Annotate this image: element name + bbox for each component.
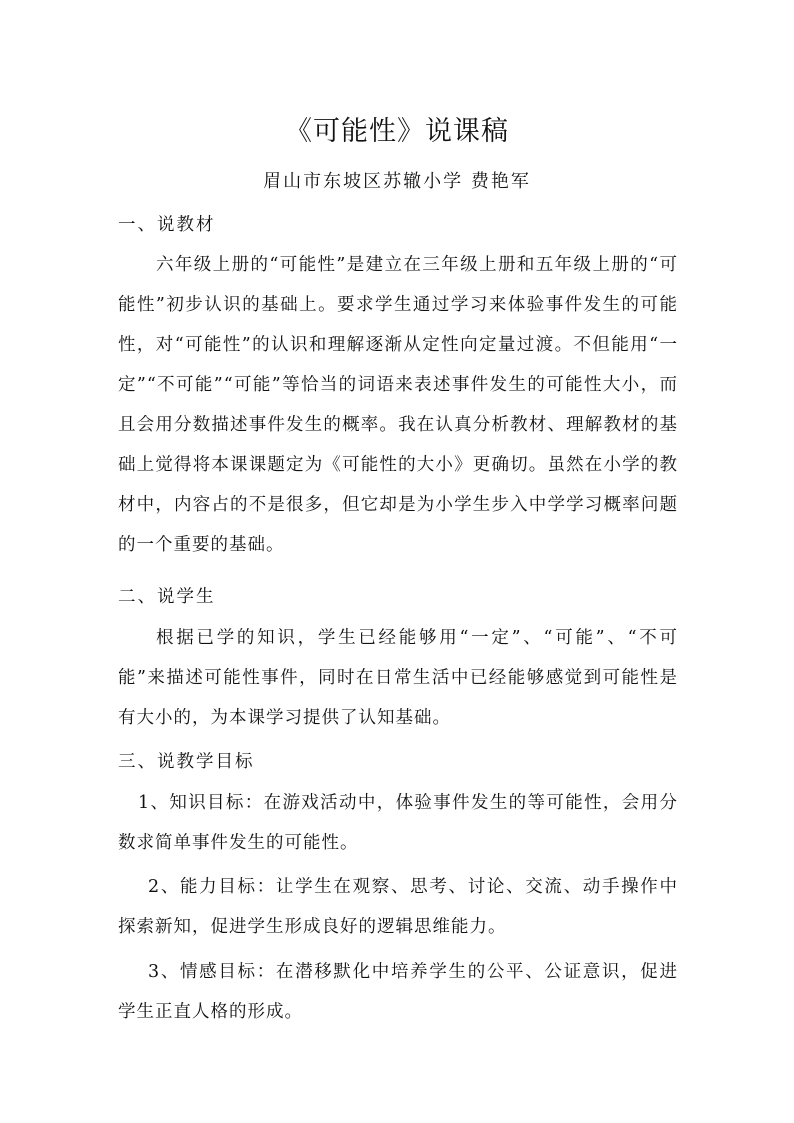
document-title: 《可能性》说课稿 — [285, 116, 509, 147]
section-paragraph-teaching-material: 六年级上册的“可能性”是建立在三年级上册和五年级上册的“可能性”初步认识的基础上。要求学生通过学习来体验事件发生的可能性，对“可能性”的认识和理解逐渐从定性向定量过渡。不但能用“一定”“不可能”“可能”等恰当的词语来表述事件发生的可能性大小，而且会用分数描述事件发生的概率。我在认真分析教材、理解教材的基础上觉得将本课课题定为《可能性的大小》更确切。虽然在小学的教材中，内容占的不是很多，但它却是为小学生步入中学学习概率问题的一个重要的基础。 — [118, 255, 678, 555]
goal-item-ability: 2、能力目标：让学生在观察、思考、讨论、交流、动手操作中探索新知，促进学生形成良好的逻辑思维能力。 — [118, 877, 678, 937]
section-heading-teaching-goals: 三、说教学目标 — [118, 752, 255, 772]
section-heading-teaching-material: 一、说教材 — [118, 215, 216, 235]
section-paragraph-students: 根据已学的知识，学生已经能够用“一定”、“可能”、“不可能”来描述可能性事件，同时在日常生活中已经能够感觉到可能性是有大小的，为本课学习提供了认知基础。 — [118, 628, 678, 728]
section-heading-students: 二、说学生 — [118, 587, 216, 607]
document-author: 眉山市东坡区苏辙小学 费艳军 — [263, 171, 531, 192]
goal-item-knowledge: 1、知识目标：在游戏活动中，体验事件发生的等可能性，会用分数求简单事件发生的可能性。 — [118, 793, 678, 853]
goal-item-emotion: 3、情感目标：在潜移默化中培养学生的公平、公证意识，促进学生正直人格的形成。 — [118, 962, 678, 1022]
